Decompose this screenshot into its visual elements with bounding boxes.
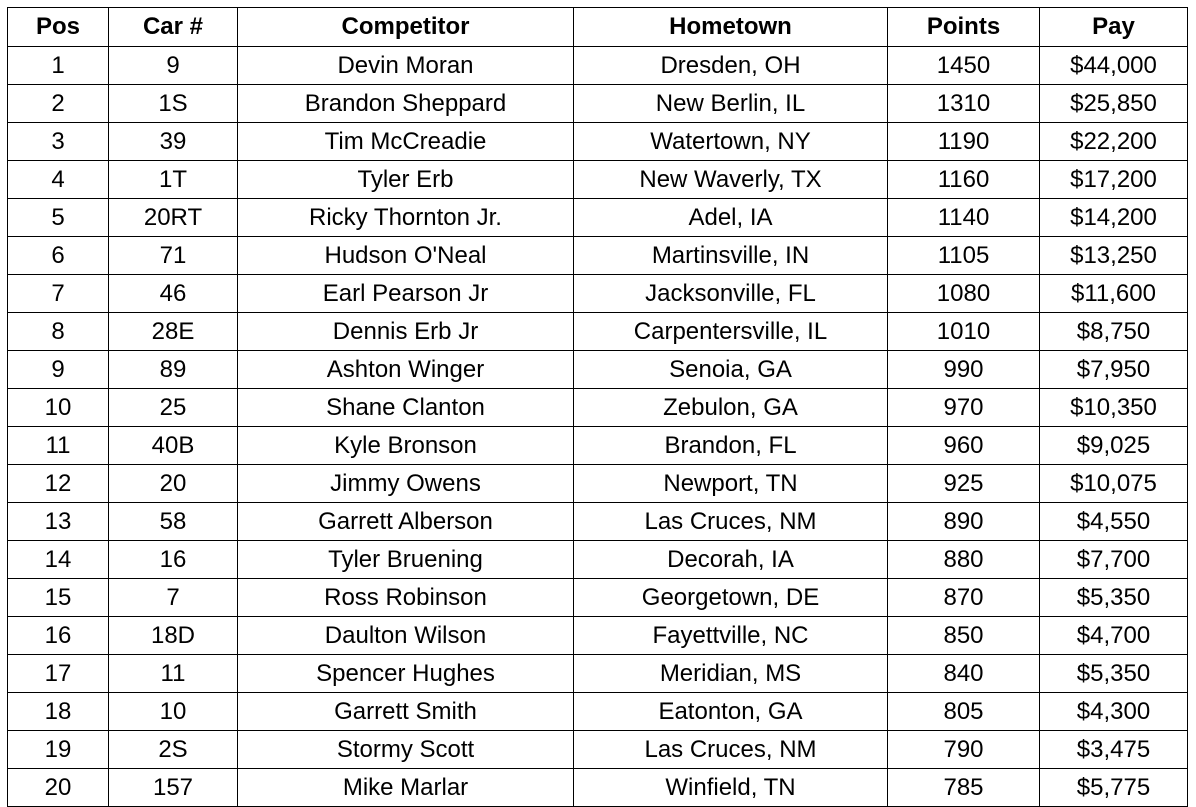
cell-pos: 20 <box>8 769 109 807</box>
cell-points: 870 <box>888 579 1040 617</box>
cell-hometown: Zebulon, GA <box>574 389 888 427</box>
cell-points: 1310 <box>888 85 1040 123</box>
cell-hometown: Martinsville, IN <box>574 237 888 275</box>
cell-car-number: 1S <box>109 85 238 123</box>
cell-car-number: 16 <box>109 541 238 579</box>
cell-pos: 16 <box>8 617 109 655</box>
cell-pos: 13 <box>8 503 109 541</box>
cell-car-number: 28E <box>109 313 238 351</box>
table-body <box>8 47 1188 807</box>
table-row <box>8 541 1188 579</box>
table-row <box>8 693 1188 731</box>
cell-hometown: Watertown, NY <box>574 123 888 161</box>
table-row <box>8 579 1188 617</box>
cell-pos: 8 <box>8 313 109 351</box>
cell-car-number: 1T <box>109 161 238 199</box>
cell-points: 1160 <box>888 161 1040 199</box>
cell-car-number: 9 <box>109 47 238 85</box>
header-car-number: Car # <box>109 8 238 47</box>
cell-pay: $5,350 <box>1040 579 1188 617</box>
table-row <box>8 199 1188 237</box>
cell-pos: 9 <box>8 351 109 389</box>
cell-pay: $14,200 <box>1040 199 1188 237</box>
table-row <box>8 47 1188 85</box>
cell-pay: $9,025 <box>1040 427 1188 465</box>
table-row <box>8 655 1188 693</box>
header-competitor: Competitor <box>238 8 574 47</box>
standings-table <box>7 7 1188 807</box>
cell-competitor: Jimmy Owens <box>238 465 574 503</box>
cell-points: 1010 <box>888 313 1040 351</box>
cell-hometown: Brandon, FL <box>574 427 888 465</box>
cell-pay: $25,850 <box>1040 85 1188 123</box>
cell-pos: 12 <box>8 465 109 503</box>
cell-hometown: Winfield, TN <box>574 769 888 807</box>
cell-competitor: Garrett Alberson <box>238 503 574 541</box>
cell-car-number: 2S <box>109 731 238 769</box>
cell-pay: $13,250 <box>1040 237 1188 275</box>
cell-points: 970 <box>888 389 1040 427</box>
cell-hometown: Adel, IA <box>574 199 888 237</box>
cell-competitor: Devin Moran <box>238 47 574 85</box>
cell-pos: 15 <box>8 579 109 617</box>
table-row <box>8 427 1188 465</box>
table-row <box>8 123 1188 161</box>
cell-competitor: Tyler Bruening <box>238 541 574 579</box>
cell-points: 1190 <box>888 123 1040 161</box>
cell-points: 960 <box>888 427 1040 465</box>
cell-hometown: Senoia, GA <box>574 351 888 389</box>
cell-competitor: Mike Marlar <box>238 769 574 807</box>
cell-pos: 18 <box>8 693 109 731</box>
table-row <box>8 503 1188 541</box>
table-row <box>8 731 1188 769</box>
cell-car-number: 25 <box>109 389 238 427</box>
cell-competitor: Brandon Sheppard <box>238 85 574 123</box>
cell-car-number: 157 <box>109 769 238 807</box>
table-header-row <box>8 8 1188 47</box>
cell-hometown: Las Cruces, NM <box>574 503 888 541</box>
cell-points: 880 <box>888 541 1040 579</box>
table-row <box>8 617 1188 655</box>
cell-pos: 7 <box>8 275 109 313</box>
cell-car-number: 20 <box>109 465 238 503</box>
cell-competitor: Ashton Winger <box>238 351 574 389</box>
cell-pay: $10,350 <box>1040 389 1188 427</box>
cell-competitor: Spencer Hughes <box>238 655 574 693</box>
cell-pay: $5,350 <box>1040 655 1188 693</box>
header-pay: Pay <box>1040 8 1188 47</box>
cell-hometown: Georgetown, DE <box>574 579 888 617</box>
cell-pay: $22,200 <box>1040 123 1188 161</box>
table-row <box>8 161 1188 199</box>
table-row <box>8 351 1188 389</box>
cell-car-number: 20RT <box>109 199 238 237</box>
cell-hometown: Carpentersville, IL <box>574 313 888 351</box>
standings-table-container <box>7 7 1188 807</box>
cell-points: 1450 <box>888 47 1040 85</box>
cell-hometown: Fayettville, NC <box>574 617 888 655</box>
cell-points: 925 <box>888 465 1040 503</box>
cell-competitor: Tyler Erb <box>238 161 574 199</box>
cell-competitor: Kyle Bronson <box>238 427 574 465</box>
cell-car-number: 89 <box>109 351 238 389</box>
cell-pos: 14 <box>8 541 109 579</box>
cell-hometown: New Berlin, IL <box>574 85 888 123</box>
cell-competitor: Ricky Thornton Jr. <box>238 199 574 237</box>
cell-car-number: 11 <box>109 655 238 693</box>
header-hometown: Hometown <box>574 8 888 47</box>
table-row <box>8 769 1188 807</box>
cell-competitor: Tim McCreadie <box>238 123 574 161</box>
cell-competitor: Ross Robinson <box>238 579 574 617</box>
cell-pos: 3 <box>8 123 109 161</box>
cell-pay: $4,300 <box>1040 693 1188 731</box>
cell-car-number: 58 <box>109 503 238 541</box>
table-row <box>8 85 1188 123</box>
cell-pay: $8,750 <box>1040 313 1188 351</box>
cell-hometown: Jacksonville, FL <box>574 275 888 313</box>
cell-pay: $5,775 <box>1040 769 1188 807</box>
cell-car-number: 10 <box>109 693 238 731</box>
cell-competitor: Stormy Scott <box>238 731 574 769</box>
cell-car-number: 7 <box>109 579 238 617</box>
cell-competitor: Hudson O'Neal <box>238 237 574 275</box>
cell-points: 1140 <box>888 199 1040 237</box>
cell-pay: $7,700 <box>1040 541 1188 579</box>
cell-hometown: New Waverly, TX <box>574 161 888 199</box>
cell-pay: $17,200 <box>1040 161 1188 199</box>
cell-pay: $10,075 <box>1040 465 1188 503</box>
cell-pos: 2 <box>8 85 109 123</box>
cell-car-number: 40B <box>109 427 238 465</box>
cell-pos: 17 <box>8 655 109 693</box>
cell-hometown: Meridian, MS <box>574 655 888 693</box>
cell-pay: $4,550 <box>1040 503 1188 541</box>
cell-car-number: 39 <box>109 123 238 161</box>
table-row <box>8 237 1188 275</box>
cell-points: 805 <box>888 693 1040 731</box>
cell-car-number: 18D <box>109 617 238 655</box>
table-row <box>8 313 1188 351</box>
table-row <box>8 275 1188 313</box>
cell-points: 785 <box>888 769 1040 807</box>
cell-competitor: Daulton Wilson <box>238 617 574 655</box>
cell-pos: 11 <box>8 427 109 465</box>
cell-points: 890 <box>888 503 1040 541</box>
cell-pay: $44,000 <box>1040 47 1188 85</box>
header-pos: Pos <box>8 8 109 47</box>
cell-pay: $11,600 <box>1040 275 1188 313</box>
cell-competitor: Earl Pearson Jr <box>238 275 574 313</box>
cell-competitor: Garrett Smith <box>238 693 574 731</box>
cell-pos: 10 <box>8 389 109 427</box>
header-points: Points <box>888 8 1040 47</box>
cell-points: 850 <box>888 617 1040 655</box>
cell-points: 790 <box>888 731 1040 769</box>
cell-hometown: Newport, TN <box>574 465 888 503</box>
cell-hometown: Eatonton, GA <box>574 693 888 731</box>
cell-pos: 5 <box>8 199 109 237</box>
cell-hometown: Las Cruces, NM <box>574 731 888 769</box>
cell-pos: 1 <box>8 47 109 85</box>
cell-pay: $3,475 <box>1040 731 1188 769</box>
cell-hometown: Dresden, OH <box>574 47 888 85</box>
cell-car-number: 46 <box>109 275 238 313</box>
table-row <box>8 389 1188 427</box>
cell-points: 840 <box>888 655 1040 693</box>
cell-hometown: Decorah, IA <box>574 541 888 579</box>
cell-competitor: Dennis Erb Jr <box>238 313 574 351</box>
cell-pay: $7,950 <box>1040 351 1188 389</box>
table-row <box>8 465 1188 503</box>
cell-points: 1105 <box>888 237 1040 275</box>
cell-competitor: Shane Clanton <box>238 389 574 427</box>
cell-points: 990 <box>888 351 1040 389</box>
cell-pos: 19 <box>8 731 109 769</box>
cell-pos: 6 <box>8 237 109 275</box>
cell-pay: $4,700 <box>1040 617 1188 655</box>
cell-pos: 4 <box>8 161 109 199</box>
cell-car-number: 71 <box>109 237 238 275</box>
cell-points: 1080 <box>888 275 1040 313</box>
